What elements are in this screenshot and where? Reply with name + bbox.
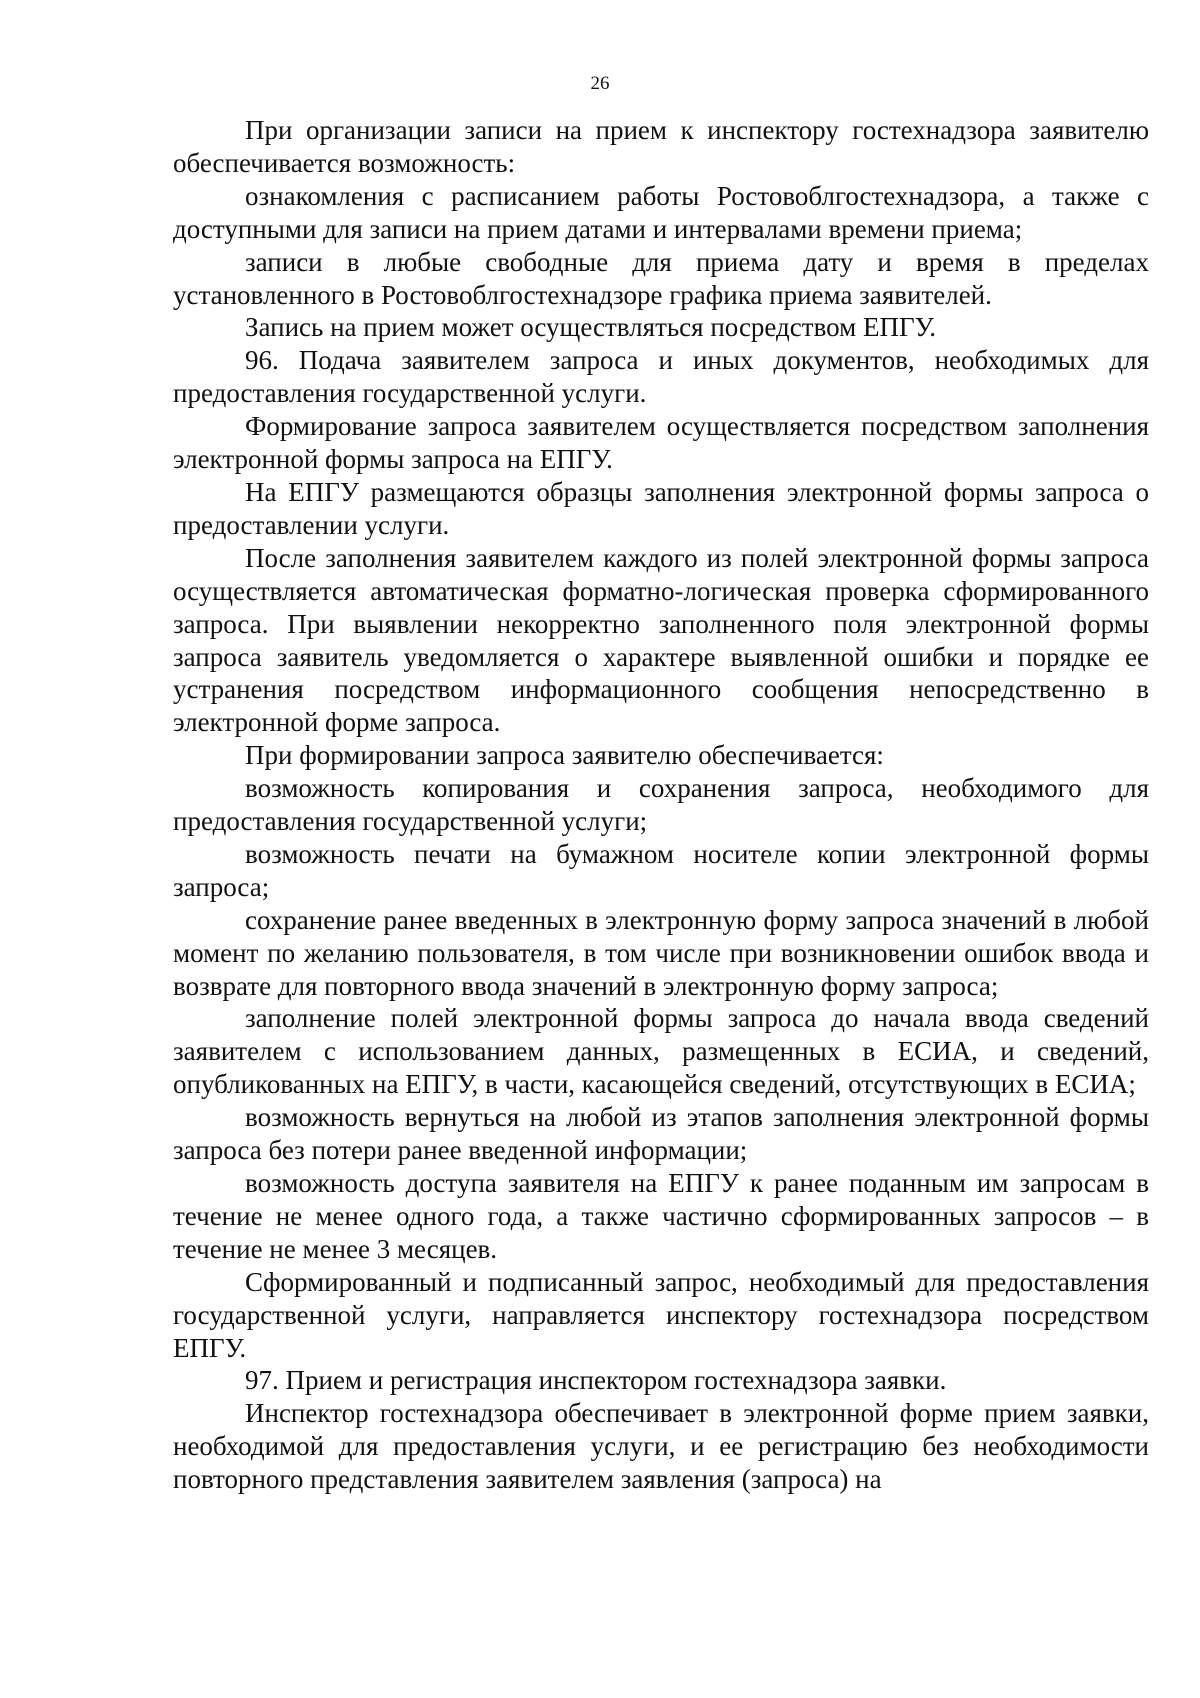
paragraph-appointment-intro: При организации записи на прием к инспектору гостехнадзора заявителю обеспечивается возможность: [173, 115, 1149, 178]
document-body [173, 114, 1149, 1496]
paragraph-request-formation-provides: При формировании запроса заявителю обеспечивается: [245, 740, 884, 771]
paragraph-free-slot-booking: записи в любые свободные для приема дату и время в пределах установленного в Ростовоблгостехнадзоре графика приема заявителей. [173, 246, 1149, 310]
paragraph-copy-save: возможность копирования и сохранения запроса, необходимого для предоставления государственной услуги; [173, 773, 1149, 837]
paragraph-request-formation: Формирование запроса заявителем осуществляется посредством заполнения электронной формы запроса на ЕПГУ. [173, 411, 1149, 475]
paragraph-signed-request-sent: Сформированный и подписанный запрос, необходимый для предоставления государственной услуги, направляется инспектору гостехнадзора посредством ЕПГУ. [173, 1266, 1149, 1363]
paragraph-format-logic-check: После заполнения заявителем каждого из полей электронной формы запроса осуществляется автоматическая форматно-логическая проверка сформированного запроса. При выявлении некорректно заполненного поля электронной формы запроса заявитель уведомляется о характере выявленной ошибки и порядке ее устранения посредством информационного сообщения непосредственно в электронной форме запроса. [173, 542, 1149, 738]
paragraph-save-values: сохранение ранее введенных в электронную форму запроса значений в любой момент по желанию пользователя, в том числе при возникновении ошибок ввода и возврате для повторного ввода значений в электронную форму запроса; [173, 904, 1149, 1001]
paragraph-return-to-step: возможность вернуться на любой из этапов заполнения электронной формы запроса без потери ранее введенной информации; [173, 1102, 1149, 1166]
paragraph-section-96-heading: 96. Подача заявителем запроса и иных документов, необходимых для предоставления государственной услуги. [173, 345, 1149, 409]
paragraph-prefill-esia: заполнение полей электронной формы запроса до начала ввода сведений заявителем с использованием данных, размещенных в ЕСИА, и сведений, опубликованных на ЕПГУ, в части, касающейся сведений, отсутствующих в ЕСИА; [173, 1003, 1149, 1100]
paragraph-print-copy: возможность печати на бумажном носителе копии электронной формы запроса; [173, 838, 1149, 902]
paragraph-booking-via-epgu: Запись на прием может осуществляться посредством ЕПГУ. [245, 312, 937, 343]
page-number: 26 [590, 73, 610, 94]
paragraph-inspector-registration: Инспектор гостехнадзора обеспечивает в электронной форме прием заявки, необходимой для предоставления услуги, и ее регистрацию без необходимости повторного представления заявителем заявления (запроса) на [173, 1398, 1149, 1495]
paragraph-section-97-heading: 97. Прием и регистрация инспектором гостехнадзора заявки. [245, 1365, 947, 1396]
paragraph-form-samples: На ЕПГУ размещаются образцы заполнения электронной формы запроса о предоставлении услуги. [173, 476, 1149, 540]
paragraph-schedule-familiarization: ознакомления с расписанием работы Ростовоблгостехнадзора, а также с доступными для записи на прием датами и интервалами времени приема; [173, 180, 1149, 244]
paragraph-access-previous-requests: возможность доступа заявителя на ЕПГУ к ранее поданным им запросам в течение не менее одного года, а также частично сформированных запросов – в течение не менее 3 месяцев. [173, 1168, 1149, 1264]
